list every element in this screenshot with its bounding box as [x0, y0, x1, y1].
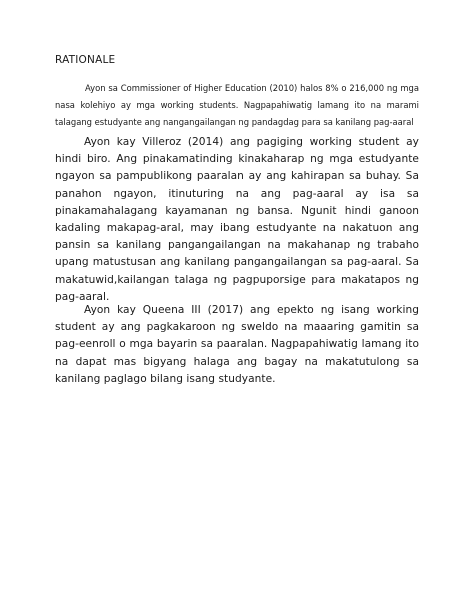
intro-paragraph: Ayon sa Commissioner of Higher Education (2010) halos 8% o 216,000 ng mga nasa kolehiyo ay mga working students. Nagpapahiwatig lamang ito na marami talagang estudyante ang nangangailangan ng pandagdag para sa kanilang pag-aaral	[55, 83, 419, 127]
body-paragraph: Ayon kay Villeroz (2014) ang pagiging working student ay hindi biro. Ang pinakamatinding kinakaharap ng mga estudyante ngayon sa pampublikong paaralan ay ang kahirapan sa buhay. Sa panahon ngayon, itinuturing na ang pag-aaral ay isa sa pinakamahalagang kayamanan ng bansa. Ngunit hindi ganoon kadaling makapag-aral, may ibang estudyante na nakatuon ang pansin sa kanilang pangangailangan na makahanap ng trabaho upang matustusan ang kanilang pangangailangan sa pag-aaral. Sa makatuwid,kailangan talaga ng pagpuporsige para makatapos ng pag-aaral.	[55, 136, 419, 303]
document-heading: RATIONALE	[55, 54, 116, 66]
body-paragraph: Ayon kay Queena III (2017) ang epekto ng isang working student ay ang pagkakaroon ng sweldo na maaaring gamitin sa pag-eenroll o mga bayarin sa paaralan. Nagpapahiwatig lamang ito na dapat mas bigyang halaga ang bagay na makatutulong sa kanilang paglago bilang isang studyante.	[55, 304, 419, 385]
